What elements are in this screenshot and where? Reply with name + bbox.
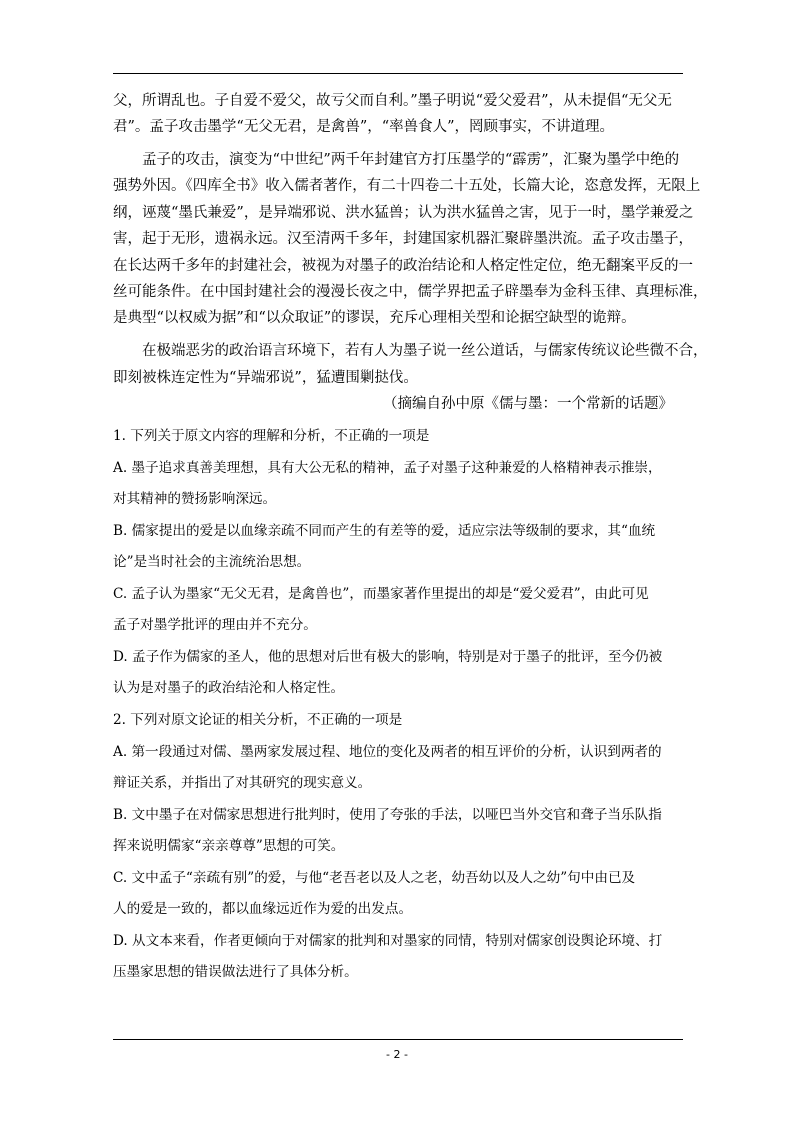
footer-rule — [113, 1039, 683, 1040]
option-line: A. 第一段通过对儒、墨两家发展过程、地位的变化及两者的相互评价的分析，认识到两者的 — [113, 743, 662, 760]
header-rule — [113, 73, 683, 74]
option-line: C. 孟子认为墨家“无父无君，是禽兽也”，而墨家著作里提出的却是“爱父爱君”，由此可见 — [113, 585, 649, 602]
option-line: 认为是对墨子的政治结沦和人格定性。 — [113, 679, 345, 696]
text-line: 丝可能条件。在中国封建社会的漫漫长夜之中，儒学界把孟子辟墨奉为金科玉律、真理标准， — [113, 283, 708, 300]
question-1-stem: 1. 下列关于原文内容的理解和分析，不正确的一项是 — [113, 427, 430, 444]
text-line: 君”。孟子攻击墨学“无父无君，是禽兽”，“率兽食人”，罔顾事实，不讲道理。 — [113, 119, 615, 135]
page-content — [113, 91, 708, 994]
paragraph-1 — [113, 91, 683, 137]
option-line: 孟子对墨学批评的理由并不充分。 — [113, 616, 317, 633]
text-line: 害，起于无形，遗祸永远。汉至清两千多年，封建国家机器汇聚辟墨洪流。孟子攻击墨子， — [113, 231, 693, 248]
option-1-b — [113, 521, 683, 572]
option-line: B. 文中墨子在对儒家思想进行批判时，使用了夸张的手法，以哑巴当外交官和聋子当乐队指 — [113, 806, 662, 823]
text-line: 即刻被株连定性为“异端邪说”，猛遭围剿挞伐。 — [113, 369, 418, 386]
text-line: 在长达两千多年的封建社会，被视为对墨子的政治结论和人格定性定位，绝无翻案平反的一 — [113, 257, 693, 274]
text-line: 强势外因。《四库全书》收入儒者著作，有二十四卷二十五处，长篇大论，恣意发挥，无限上 — [113, 178, 701, 195]
text-line: 是典型“以权威为据”和“以众取证”的谬误，充斥心理相关型和论据空缺型的诡辩。 — [113, 310, 636, 327]
option-line: A. 墨子追求真善美理想，具有大公无私的精神，孟子对墨子这种兼爱的人格精神表示推崇， — [113, 459, 662, 476]
text-line: 孟子的攻击，演变为“中世纪”两千年封建官方打压墨学的“霹雳”，汇聚为墨学中绝的 — [142, 152, 680, 168]
option-2-b — [113, 805, 683, 856]
question-2-stem: 2. 下列对原文论证的相关分析，不正确的一项是 — [113, 711, 403, 728]
option-line: 对其精神的赞扬影响深远。 — [113, 490, 277, 507]
option-line: D. 孟子作为儒家的圣人，他的思想对后世有极大的影响，特别是对于墨子的批评，至今仍被 — [113, 648, 663, 665]
source-citation: （摘编自孙中原《儒与墨：一个常新的话题》 — [383, 395, 673, 412]
option-2-c — [113, 868, 683, 919]
option-1-d — [113, 647, 683, 698]
option-line: 压墨家思想的错误做法进行了具体分析。 — [113, 963, 358, 980]
option-line: 挥来说明儒家“亲亲尊尊”思想的可笑。 — [113, 837, 345, 854]
option-line: D. 从文本来看，作者更倾向于对儒家的批判和对墨家的同情，特别对儒家创设舆论环境、打 — [113, 932, 663, 949]
option-1-a — [113, 458, 683, 509]
question-stem — [113, 710, 683, 730]
option-2-a — [113, 742, 683, 793]
option-2-d — [113, 931, 683, 982]
option-line: 辩证关系，并指出了对其研究的现实意义。 — [113, 774, 372, 791]
text-line: 父，所谓乱也。子自爱不爱父，故亏父而自利。”墨子明说“爱父爱君”，从未提倡“无父无 — [113, 93, 672, 109]
text-line: 在极端恶劣的政治语言环境下，若有人为墨子说一丝公道话，与儒家传统议论些微不合， — [142, 343, 708, 360]
option-1-c — [113, 584, 683, 635]
option-line: 人的爱是一致的，都以血缘远近作为爱的出发点。 — [113, 900, 413, 917]
paragraph-3 — [113, 341, 708, 387]
paragraph-2 — [113, 150, 708, 328]
option-line: 论”是当时社会的主流统治思想。 — [113, 553, 311, 570]
option-line: B. 儒家提出的爱是以血缘亲疏不同而产生的有差等的爱，适应宗法等级制的要求，其“血统 — [113, 522, 656, 539]
page-number: - 2 - — [386, 1048, 408, 1061]
question-stem — [113, 426, 683, 446]
text-line: 纲，诬蔑“墨氏兼爱”，是异端邪说、洪水猛兽；认为洪水猛兽之害，见于一时，墨学兼爱之 — [113, 204, 694, 221]
option-line: C. 文中孟子“亲疏有别”的爱，与他“老吾老以及人之老，幼吾幼以及人之幼”句中由已及 — [113, 869, 636, 886]
